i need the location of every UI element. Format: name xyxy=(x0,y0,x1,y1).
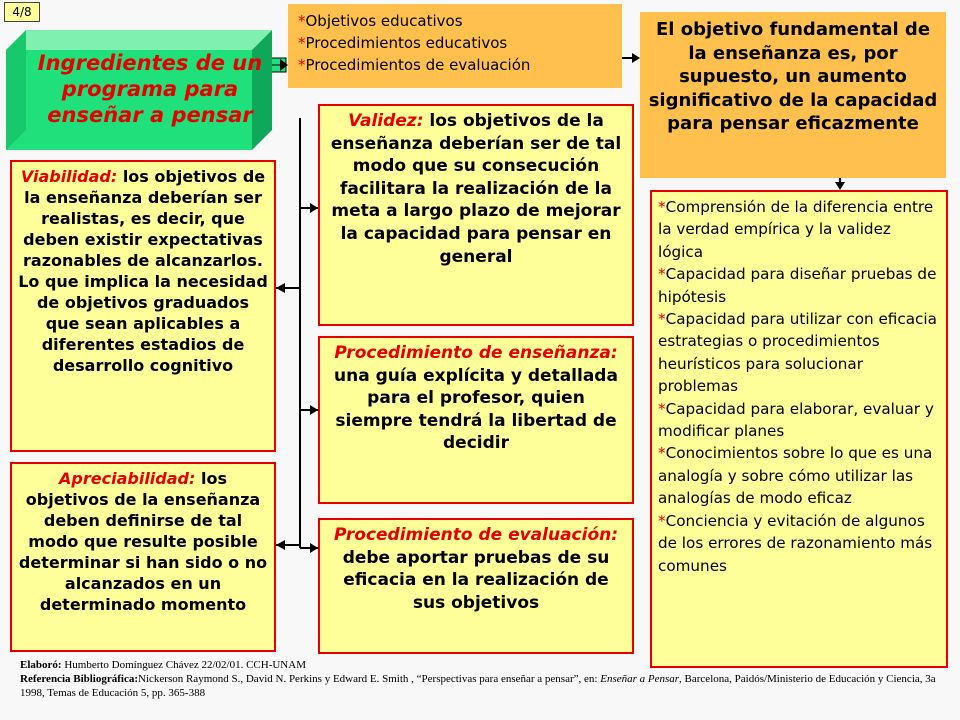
top-objectives-list xyxy=(288,4,622,88)
list-item: *Capacidad para diseñar pruebas de hipótesis xyxy=(658,265,937,306)
validez-label: Validez: xyxy=(348,111,424,131)
list-item: *Conocimientos sobre lo que es una analogía y sobre cómo utilizar las analogías de modo eficaz xyxy=(658,444,933,508)
skills-list xyxy=(650,190,948,668)
list-item: *Capacidad para utilizar con eficacia estrategias o procedimientos heurísticos para solucionar problemas xyxy=(658,310,937,396)
procedimiento-evaluacion-text: debe aportar pruebas de su eficacia en la realización de sus objetivos xyxy=(342,547,610,613)
page-title: Ingredientes de un programa para enseñar a pensar xyxy=(37,51,263,127)
procedimiento-evaluacion-label: Procedimiento de evaluación: xyxy=(333,525,619,545)
apreciabilidad-label: Apreciabilidad: xyxy=(59,469,196,488)
list-item: *Objetivos educativos xyxy=(298,12,463,30)
viabilidad-text: los objetivos de la enseñanza deberían ser realistas, es decir, que deben existir expectativas razonables de alcanzarlos. Lo que implica la necesidad de objetivos graduados que sean aplicables a diferentes estadios de desarrollo cognitivo xyxy=(18,167,268,375)
apreciabilidad-box xyxy=(10,462,276,652)
page-number: 4/8 xyxy=(4,2,40,22)
title-block xyxy=(6,30,272,150)
procedimiento-ensenanza-label: Procedimiento de enseñanza: xyxy=(334,343,618,363)
list-item: *Procedimientos educativos xyxy=(298,34,508,52)
validez-text: los objetivos de la enseñanza deberían ser de tal modo que su consecución facilitara la realización de la meta a largo plazo de mejorar la capacidad para pensar en general xyxy=(330,111,622,267)
viabilidad-box xyxy=(10,160,276,452)
list-item: *Capacidad para elaborar, evaluar y modificar planes xyxy=(658,399,934,441)
validez-box xyxy=(318,104,634,326)
author-line: Elaboró: Humberto Domínguez Chávez 22/02/01. CCH-UNAM xyxy=(20,659,306,671)
list-item: *Comprensión de la diferencia entre la verdad empírica y la validez lógica xyxy=(658,198,934,261)
procedimiento-ensenanza-box xyxy=(318,336,634,504)
procedimiento-ensenanza-text: una guía explícita y detallada para el profesor, quien siempre tendrá la libertad de decidir xyxy=(334,365,618,454)
procedimiento-evaluacion-box xyxy=(318,518,634,654)
fundamental-objective-box: El objetivo fundamental de la enseñanza es, por supuesto, un aumento significativo de la capacidad para pensar eficazmente xyxy=(640,12,946,178)
apreciabilidad-text: los objetivos de la enseñanza deben definirse de tal modo que resulte posible determinar si han sido o no alcanzados en un determinado momento xyxy=(18,469,268,614)
list-item: *Conciencia y evitación de algunos de los errores de razonamiento más comunes xyxy=(658,511,933,575)
footer-credits xyxy=(20,658,950,700)
reference-line: Referencia Bibliográfica:Nickerson Raymond S., David N. Perkins y Edward E. Smith , “Perspectivas para enseñar a pensar”, en: Enseñar a Pensar, Barcelona, Paidós/Ministerio de Educación y Ciencia, 3a 1998, Temas de Educación 5, pp. 365-388 xyxy=(20,673,936,699)
viabilidad-label: Viabilidad: xyxy=(20,167,118,186)
list-item: *Procedimientos de evaluación xyxy=(298,56,531,74)
